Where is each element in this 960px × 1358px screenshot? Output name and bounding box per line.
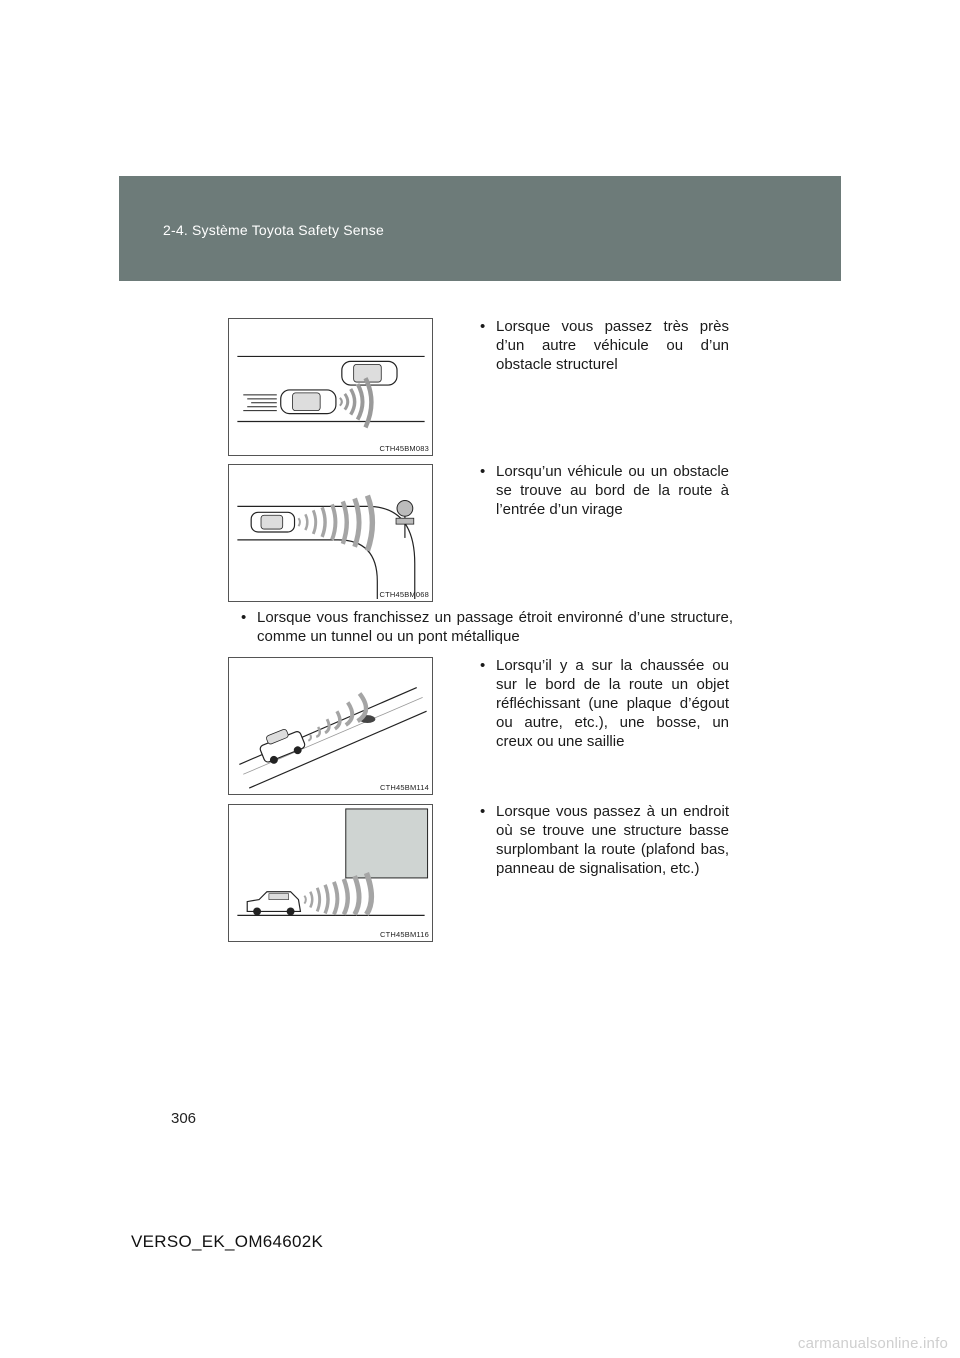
bullet-narrow-passage	[241, 608, 733, 646]
bullet-marker: •	[480, 803, 486, 820]
car-overhead-structure-illustration	[229, 805, 432, 941]
bullet-text: Lorsqu’il y a sur la chaussée ou sur le bord de la route un objet réfléchissant (une plaque d’égout ou autre, etc.), une bosse, un creux ou une saillie	[496, 657, 729, 750]
section-header	[119, 176, 841, 281]
car-reflective-object-road-illustration	[229, 658, 432, 794]
car-curve-obstacle-illustration	[229, 465, 432, 601]
figure-code: CTH45BM114	[380, 783, 429, 792]
document-code: VERSO_EK_OM64602K	[131, 1232, 324, 1251]
figure-reflective-object	[228, 657, 433, 795]
bullet-marker: •	[480, 318, 486, 335]
bullet-marker: •	[241, 609, 247, 626]
bullet-text: Lorsqu’un véhicule ou un obstacle se trouve au bord de la route à l’entrée d’un virage	[496, 463, 729, 518]
figure-overhead-structure	[228, 804, 433, 942]
figure-passing-vehicle	[228, 318, 433, 456]
bullet-marker: •	[480, 463, 486, 480]
section-title: 2-4. Système Toyota Safety Sense	[163, 222, 384, 238]
bullet-passing-vehicle	[480, 317, 729, 374]
page-number: 306	[171, 1110, 197, 1127]
figure-code: CTH45BM083	[379, 444, 429, 453]
bullet-text: Lorsque vous franchissez un passage étroit environné d’une structure, comme un tunnel ou un pont métallique	[257, 609, 733, 645]
figure-code: CTH45BM068	[379, 590, 429, 599]
watermark: carmanualsonline.info	[797, 1335, 948, 1352]
bullet-text: Lorsque vous passez très près d’un autre véhicule ou d’un obstacle structurel	[496, 318, 729, 373]
bullet-overhead-structure	[480, 802, 729, 878]
bullet-reflective-object	[480, 656, 729, 751]
bullet-curve-obstacle	[480, 462, 729, 519]
figure-curve-obstacle	[228, 464, 433, 602]
bullet-text: Lorsque vous passez à un endroit où se trouve une structure basse surplombant la route (plafond bas, panneau de signalisation, etc.)	[496, 803, 729, 877]
figure-code: CTH45BM116	[380, 930, 429, 939]
car-passing-vehicle-illustration	[229, 319, 432, 455]
bullet-marker: •	[480, 657, 486, 674]
